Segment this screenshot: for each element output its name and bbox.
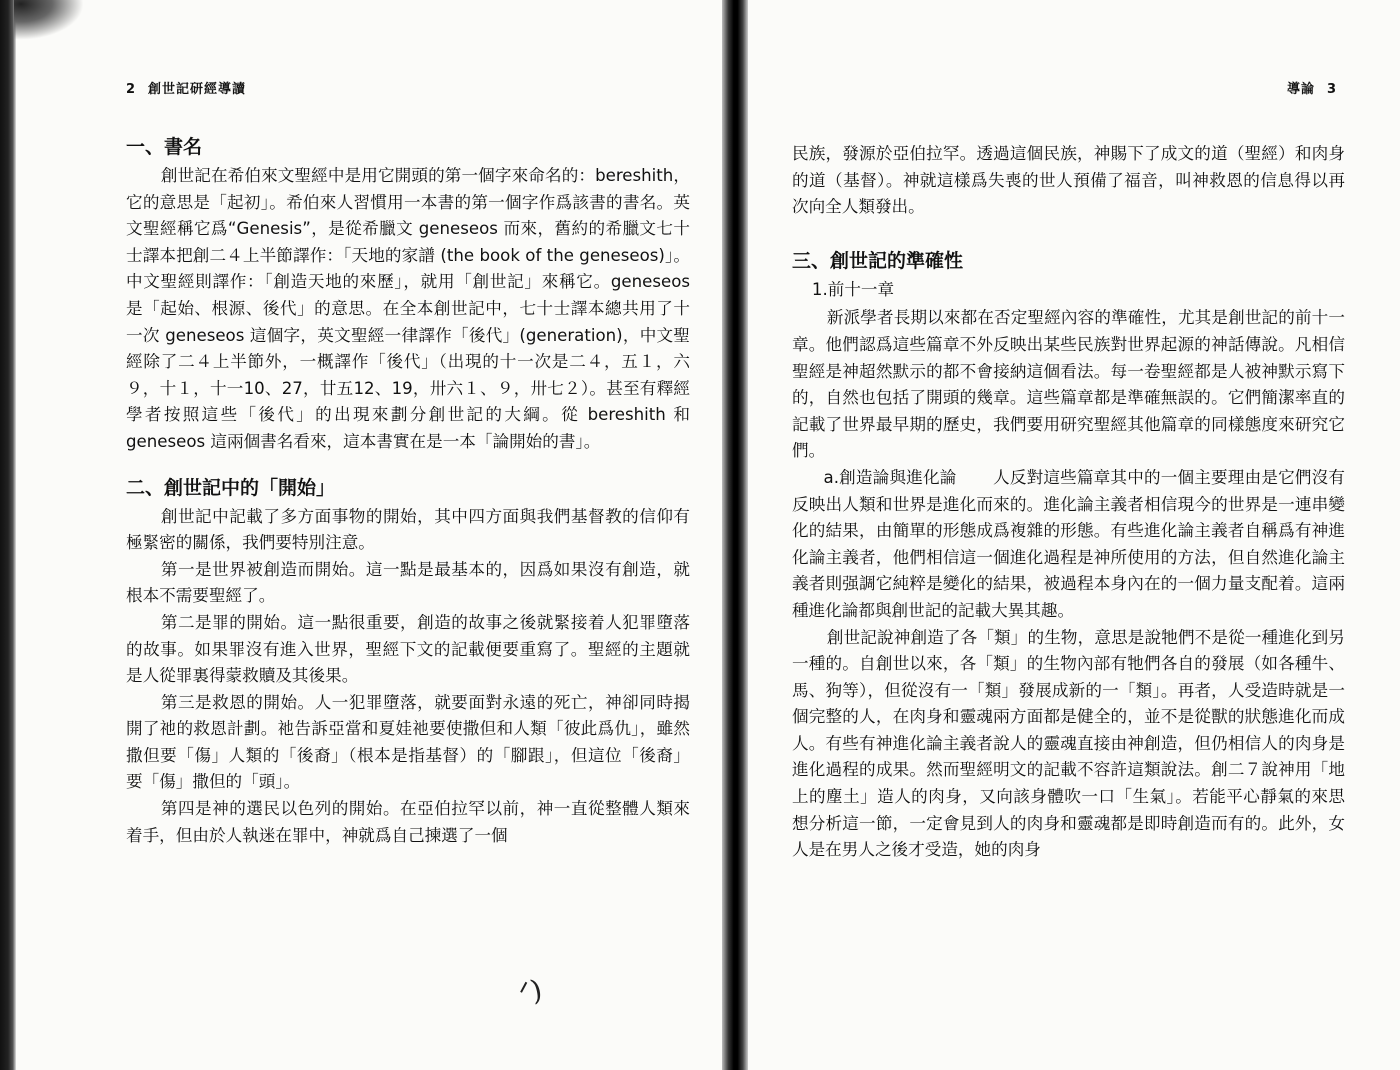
paragraph: 創世記說神創造了各「類」的生物，意思是說牠們不是從一種進化到另一種的。自創世以來，各「類」的生物內部有牠們各自的發展（如各種牛、馬、狗等），但從沒有一「類」發展成新的一「類」。再者，人受造時就是一個完整的人，在肉身和靈魂兩方面都是健全的，並不是從獸的狀態進化而成人。有些有神進化論主義者說人的靈魂直接由神創造，但仍相信人的肉身是進化過程的成果。然而聖經明文的記載不容許這類說法。創二７說神用「地上的塵土」造人的肉身，又向該身體吹一口「生氣」。若能平心靜氣的來思想分析這一節，一定會見到人的肉身和靈魂都是即時創造而有的。此外，女人是在男人之後才受造，她的肉身 xyxy=(792,627,1345,860)
right-running-head xyxy=(1287,78,1337,97)
scan-blot xyxy=(14,0,84,40)
left-running-head-title: 創世記研經導讀 xyxy=(148,82,247,97)
right-page-number: 3 xyxy=(1327,82,1338,97)
paragraph: 創世記在希伯來文聖經中是用它開頭的第一個字來命名的：bereshith，它的意思是「起初」。希伯來人習慣用一本書的第一個字作爲該書的書名。英文聖經稱它爲“Genesis”，是從希臘文 geneseos 而來，舊約的希臘文七十士譯本把創二４上半節譯作：「天地的家譜 (the book of the geneseos)」。中文聖經則譯作：「創造天地的來歷」，就用「創世記」來稱它。geneseos 是「起始、根源、後代」的意思。在全本創世記中，七十士譯本總共用了十一次 geneseos 這個字，英文聖經一律譯作「後代」(generation)，中文聖經除了二４上半節外，一概譯作「後代」（出現的十一次是二４，五１，六９，十１，十一10、27，廿五12、19，卅六１、９，卅七２）。甚至有釋經學者按照這些「後代」的出現來劃分創世記的大綱。從 bereshith 和 geneseos 這兩個書名看來，這本書實在是一本「論開始的書」。 xyxy=(126,166,690,451)
paragraph: 第四是神的選民以色列的開始。在亞伯拉罕以前，神一直從整體人類來着手，但由於人執迷在罪中，神就爲自己揀選了一個 xyxy=(126,799,690,845)
paragraph-text: 人反對這些篇章其中的一個主要理由是它們沒有反映出人類和世界是進化而來的。進化論主義者相信現今的世界是一連串變化的結果，由簡單的形態成爲複雜的形態。有些進化論主義者自稱爲有神進化論主義者，他們相信這一個進化過程是神所使用的方法，但自然進化論主義者則强調它純粹是變化的結果，被過程本身內在的一個力量支配着。這兩種進化論都與創世記的記載大異其趣。 xyxy=(792,467,1345,620)
right-running-head-title: 導論 xyxy=(1287,82,1316,97)
subheading: 1.前十一章 xyxy=(811,279,895,299)
left-running-head xyxy=(126,78,246,97)
paragraph xyxy=(792,465,1345,625)
paragraph: 第二是罪的開始。這一點很重要，創造的故事之後就緊接着人犯罪墮落的故事。如果罪沒有進入世界，聖經下文的記載便要重寫了。聖經的主題就是人從罪裏得蒙救贖及其後果。 xyxy=(126,612,690,686)
right-page xyxy=(748,0,1400,1070)
handwritten-mark: ᐟ) xyxy=(515,972,545,1011)
section-heading-title: 一、書名 xyxy=(126,136,203,158)
scan-left-edge xyxy=(0,0,16,1070)
paragraph: 第三是救恩的開始。人一犯罪墮落，就要面對永遠的死亡，神卻同時揭開了祂的救恩計劃。祂告訴亞當和夏娃祂要使撒但和人類「彼此爲仇」，雖然撒但要「傷」人類的「後裔」（根本是指基督）的「腳跟」，但這位「後裔」要「傷」撒但的「頭」。 xyxy=(126,692,690,792)
paragraph: 新派學者長期以來都在否定聖經內容的準確性，尤其是創世記的前十一章。他們認爲這些篇章不外反映出某些民族對世界起源的神話傳說。凡相信聖經是神超然默示的都不會接納這個看法。每一卷聖經都是人被神默示寫下的，自然也包括了開頭的幾章。這些篇章都是準確無誤的。它們簡潔率直的記載了世界最早期的歷史，我們要用研究聖經其他篇章的同樣態度來研究它們。 xyxy=(792,308,1345,461)
section-heading-accuracy: 三、創世記的準確性 xyxy=(792,249,964,272)
left-page-body xyxy=(126,133,690,849)
paragraph: 第一是世界被創造而開始。這一點是最基本的，因爲如果沒有創造，就根本不需要聖經了。 xyxy=(126,559,690,606)
paragraph: 創世記中記載了多方面事物的開始，其中四方面與我們基督教的信仰有極緊密的關係，我們要特別注意。 xyxy=(126,506,690,553)
sublabel-creation-evolution: a.創造論與進化論 xyxy=(823,467,957,487)
left-page-number: 2 xyxy=(126,82,137,97)
continuation-paragraph: 民族，發源於亞伯拉罕。透過這個民族，神賜下了成文的道（聖經）和肉身的道（基督）。神就這樣爲失喪的世人預備了福音，叫神救恩的信息得以再次向全人類發出。 xyxy=(792,144,1345,217)
section-heading-beginnings: 二、創世記中的「開始」 xyxy=(126,476,336,499)
left-page xyxy=(14,0,722,1070)
right-page-body xyxy=(792,141,1345,864)
book-gutter xyxy=(722,0,748,1070)
